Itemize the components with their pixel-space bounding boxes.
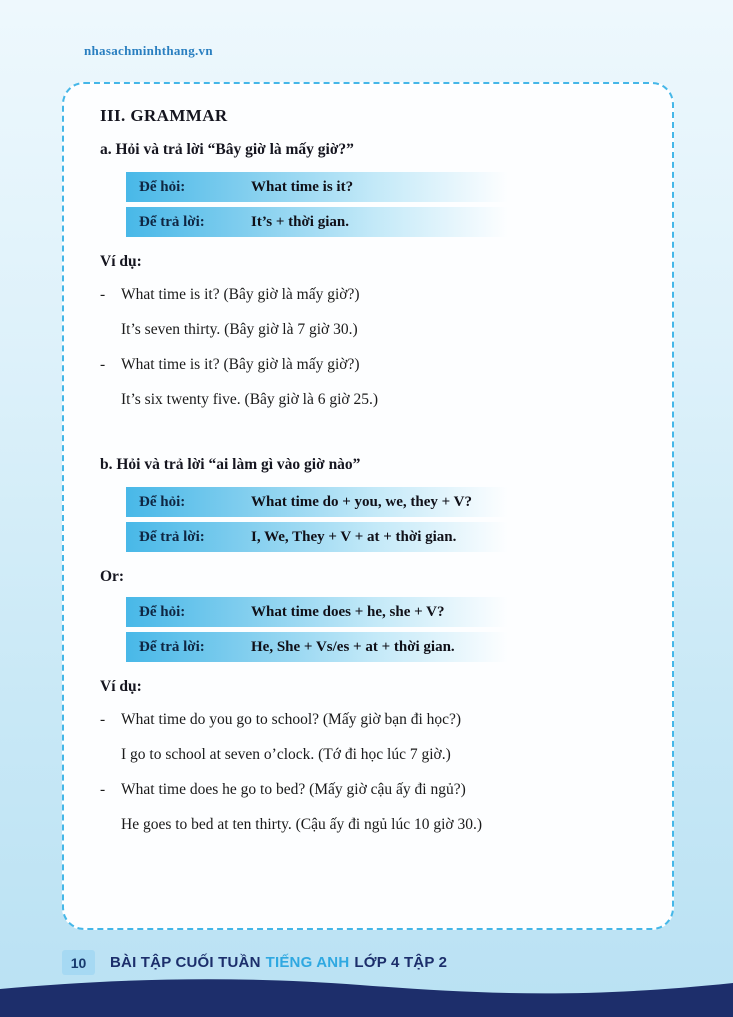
rule-row (126, 207, 508, 237)
rule-value: He, She + Vs/es + at + thời gian. (251, 638, 455, 655)
example-label-a: Ví dụ: (100, 253, 142, 270)
rule-label: Để hỏi: (139, 178, 186, 195)
example-question-text: What time does he go to bed? (Mấy giờ cậu ấy đi ngủ?) (121, 781, 466, 798)
rule-value: It’s + thời gian. (251, 213, 349, 230)
grammar-title: III. GRAMMAR (100, 106, 228, 125)
example-question (100, 284, 642, 305)
example-question-text: What time do you go to school? (Mấy giờ bạn đi học?) (121, 711, 462, 728)
example-question (100, 709, 642, 730)
example-question (100, 779, 642, 800)
book-title-accent: TIẾNG ANH (265, 954, 350, 971)
example-answer (100, 319, 642, 340)
example-answer (100, 814, 642, 835)
rule-label: Để hỏi: (139, 493, 186, 510)
example-bullet-spacer (100, 744, 121, 765)
grammar-panel (62, 82, 674, 930)
rule-table-b-do (126, 487, 508, 552)
example-question-text: What time is it? (Bây giờ là mấy giờ?) (121, 286, 360, 303)
rule-label: Để trả lời: (139, 638, 205, 655)
rule-value: I, We, They + V + at + thời gian. (251, 528, 457, 545)
rule-value: What time does + he, she + V? (251, 603, 445, 620)
example-label-b: Ví dụ: (100, 678, 142, 695)
example-bullet: - (100, 356, 106, 373)
example-bullet-spacer (100, 319, 121, 340)
rule-label: Để trả lời: (139, 213, 205, 230)
rule-value: What time do + you, we, they + V? (251, 493, 472, 510)
rule-row (126, 632, 508, 662)
page-footer (62, 950, 447, 975)
example-answer-text: I go to school at seven o’clock. (Tớ đi học lúc 7 giờ.) (121, 746, 451, 763)
rule-value: What time is it? (251, 178, 354, 195)
example-bullet-spacer (100, 389, 121, 410)
watermark-text: nhasachminhthang.vn (84, 43, 213, 58)
example-answer-text: It’s six twenty five. (Bây giờ là 6 giờ 25.) (121, 391, 379, 408)
example-answer-text: It’s seven thirty. (Bây giờ là 7 giờ 30.) (121, 321, 358, 338)
example-bullet: - (100, 711, 106, 728)
page-number-badge: 10 (62, 950, 95, 975)
example-bullet-spacer (100, 814, 121, 835)
example-question-text: What time is it? (Bây giờ là mấy giờ?) (121, 356, 360, 373)
book-title-suffix: LỚP 4 TẬP 2 (354, 954, 448, 971)
bottom-wave-decoration (0, 975, 733, 1017)
rule-table-a (126, 172, 508, 237)
or-label: Or: (100, 568, 125, 585)
example-answer-text: He goes to bed at ten thirty. (Cậu ấy đi ngủ lúc 10 giờ 30.) (121, 816, 483, 833)
rule-row (126, 172, 508, 202)
section-b (100, 456, 642, 835)
rule-row (126, 487, 508, 517)
rule-row (126, 597, 508, 627)
example-bullet: - (100, 781, 106, 798)
rule-table-b-does (126, 597, 508, 662)
rule-row (126, 522, 508, 552)
rule-label: Để trả lời: (139, 528, 205, 545)
rule-label: Để hỏi: (139, 603, 186, 620)
section-a-heading: a. Hỏi và trả lời “Bây giờ là mấy giờ?” (100, 141, 354, 158)
book-title-prefix: BÀI TẬP CUỐI TUẦN (110, 954, 261, 971)
section-b-heading: b. Hỏi và trả lời “ai làm gì vào giờ nào” (100, 456, 361, 473)
example-answer (100, 389, 642, 410)
example-bullet: - (100, 286, 106, 303)
example-question (100, 354, 642, 375)
example-answer (100, 744, 642, 765)
book-title (110, 954, 447, 971)
